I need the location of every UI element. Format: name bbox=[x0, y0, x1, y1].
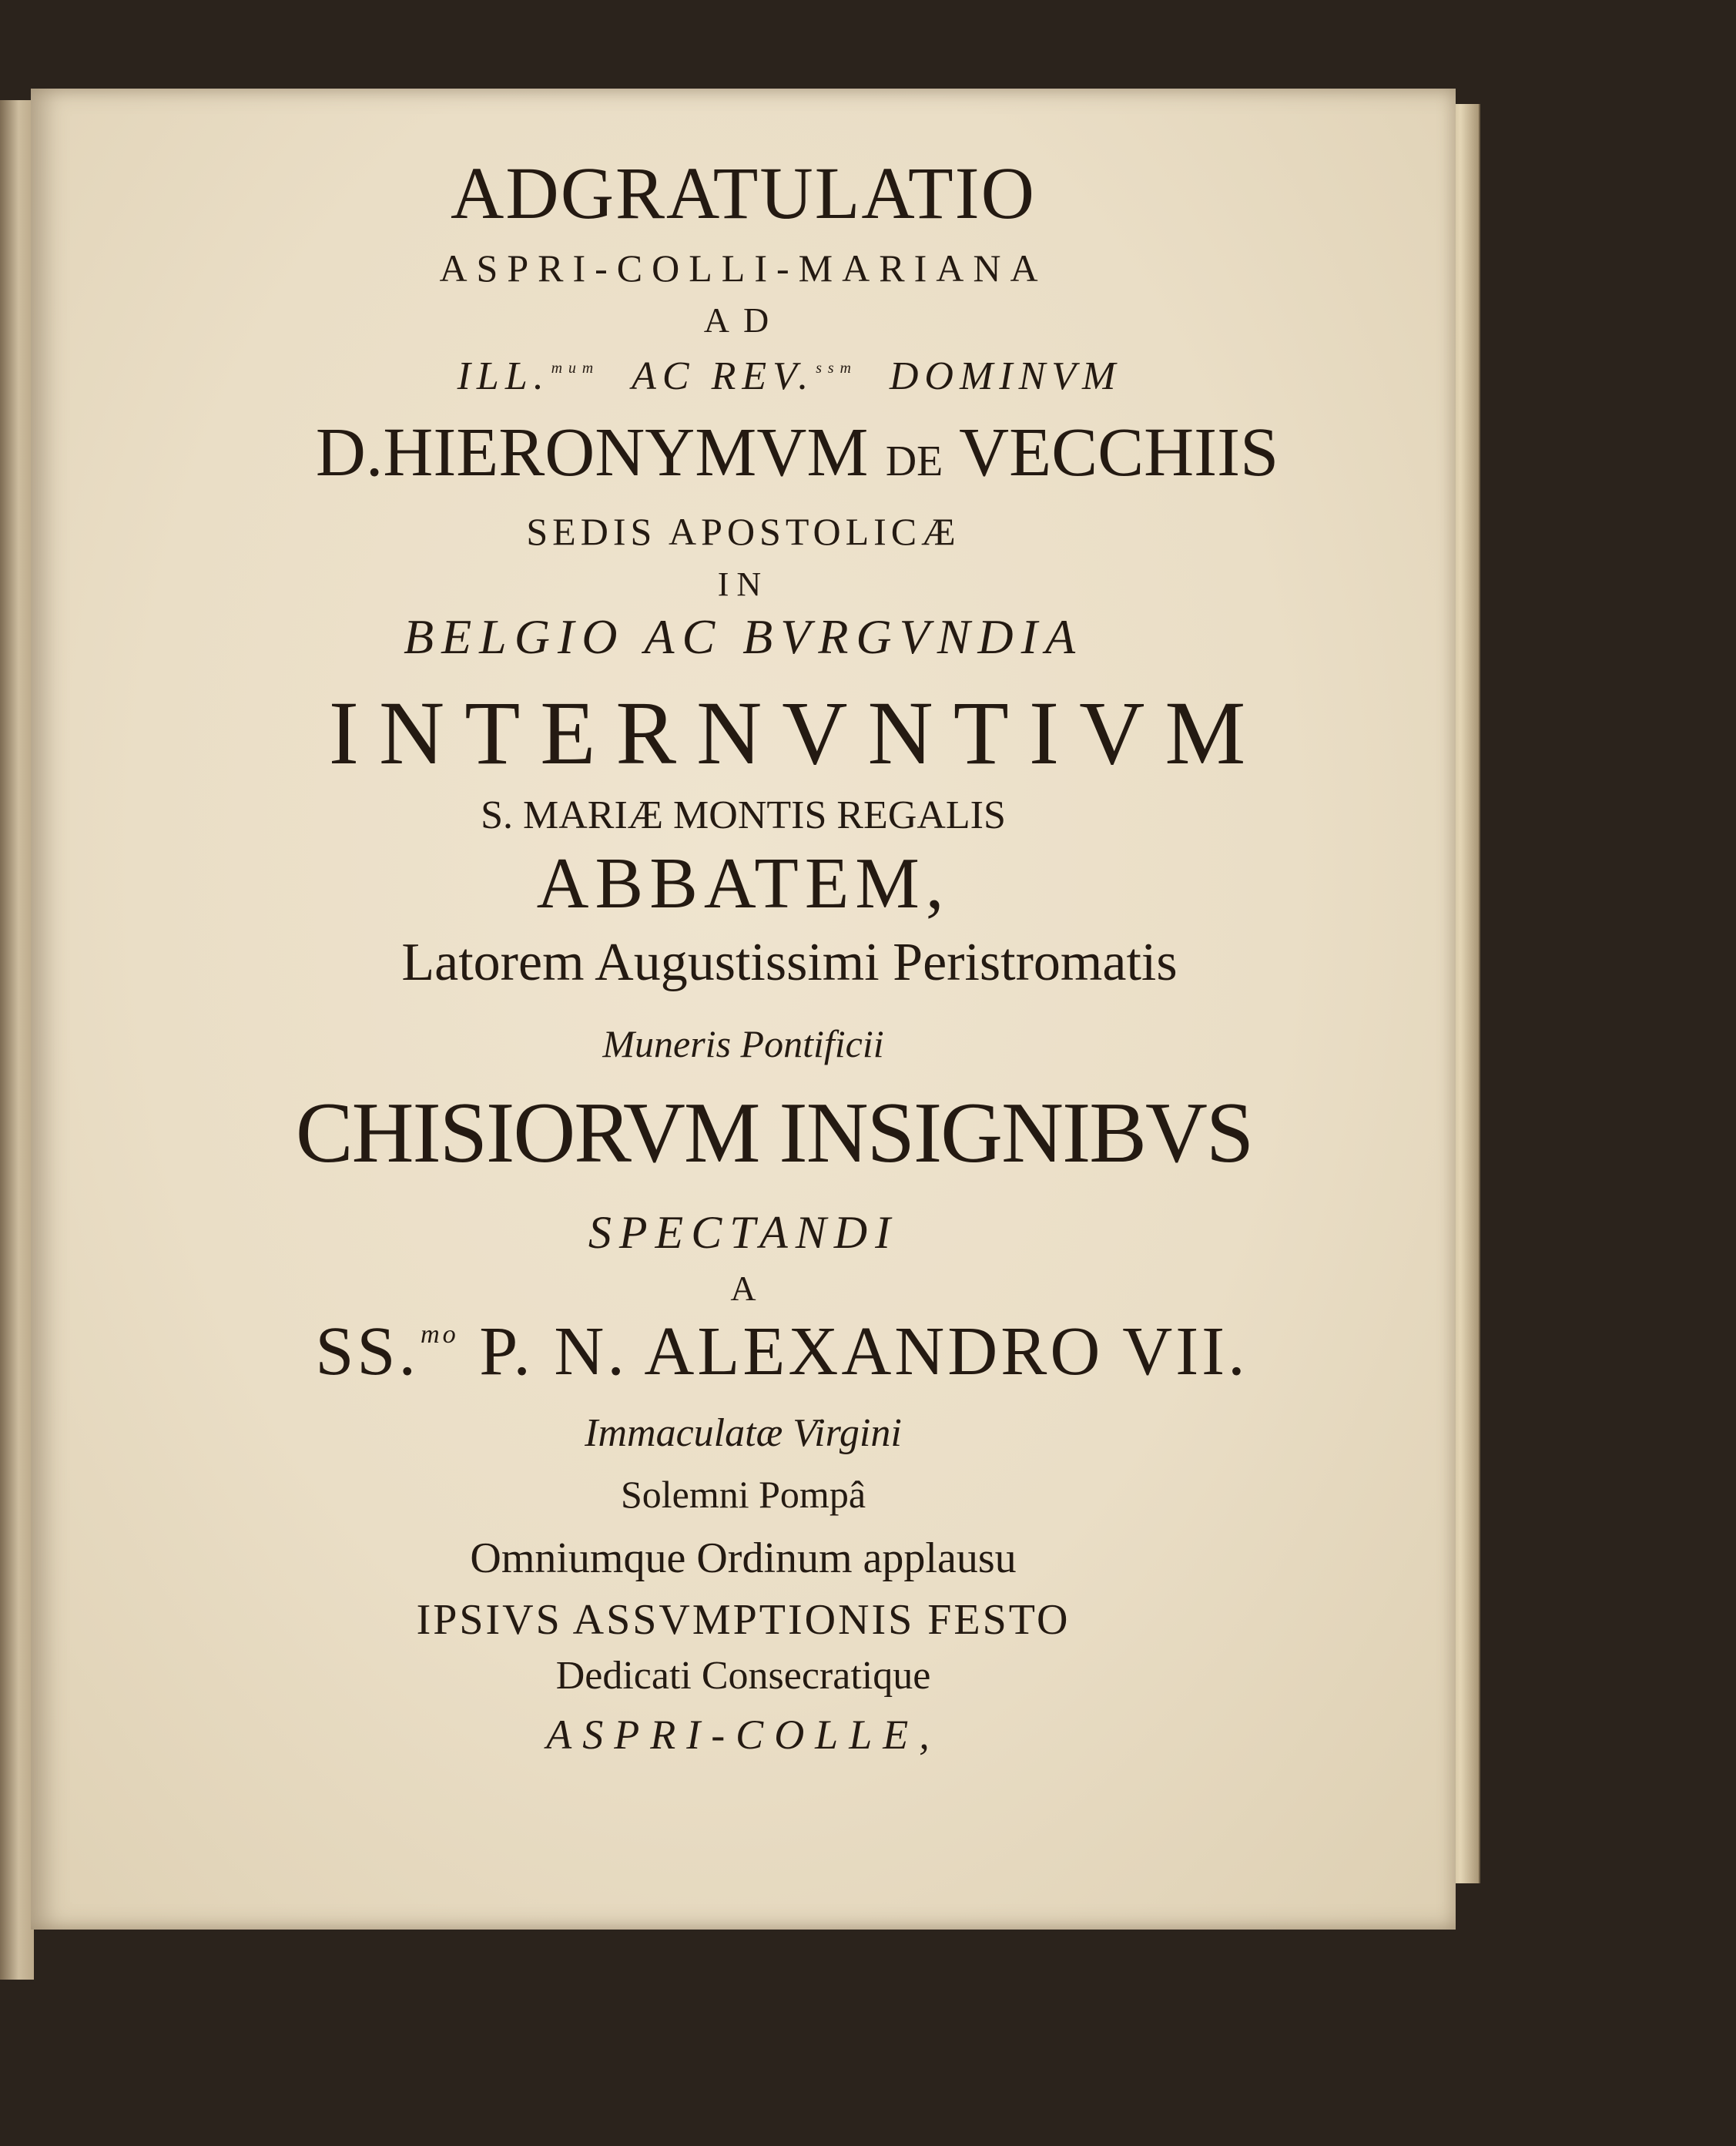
spectandi-line: SPECTANDI bbox=[588, 1207, 899, 1258]
chisiorum-line: CHISIORVM INSIGNIBVS bbox=[295, 1085, 1253, 1181]
sedis-line: SEDIS APOSTOLICÆ bbox=[526, 510, 960, 553]
left-page-edge bbox=[0, 100, 34, 1980]
pope-line bbox=[31, 1313, 1494, 1390]
internuntium-line: INTERNVNTIVM bbox=[328, 682, 1266, 783]
pope-ss-superscript: mo bbox=[420, 1320, 459, 1349]
a-line: A bbox=[730, 1269, 756, 1308]
rev-superscript: ssm bbox=[816, 360, 857, 377]
applausu-line: Omniumque Ordinum applausu bbox=[470, 1534, 1017, 1582]
festo-line: IPSIVS ASSVMPTIONIS FESTO bbox=[416, 1596, 1071, 1644]
ac-rev-text: AC REV. bbox=[632, 354, 815, 398]
dedicati-line: Dedicati Consecratique bbox=[555, 1654, 931, 1698]
ill-text: ILL. bbox=[457, 354, 550, 398]
abbey-line: S. MARIÆ MONTIS REGALIS bbox=[481, 793, 1006, 837]
title-page bbox=[31, 89, 1456, 1930]
subtitle: ASPRI-COLLI-MARIANA bbox=[439, 246, 1047, 290]
ill-superscript: mum bbox=[551, 360, 600, 377]
dominum-line bbox=[31, 354, 1502, 398]
latorem-line: Latorem Augustissimi Peristromatis bbox=[401, 933, 1178, 992]
name-last: VECCHIIS bbox=[959, 414, 1279, 491]
name-line bbox=[31, 414, 1510, 491]
virgini-line: Immaculatæ Virgini bbox=[585, 1411, 902, 1455]
abbatem-line: ABBATEM, bbox=[536, 843, 950, 924]
belgio-line: BELGIO AC BVRGVNDIA bbox=[403, 609, 1084, 664]
pope-ss: SS. bbox=[315, 1313, 419, 1390]
ad-line: AD bbox=[703, 300, 783, 340]
name-first: D.HIERONYMVM bbox=[315, 414, 869, 491]
pope-name: P. N. ALEXANDRO VII. bbox=[479, 1313, 1248, 1390]
imprint-line: ASPRI-COLLE, bbox=[546, 1712, 940, 1758]
name-de: DE bbox=[885, 438, 943, 485]
title: ADGRATULATIO bbox=[451, 152, 1036, 234]
dominum-text: DOMINVM bbox=[889, 354, 1122, 398]
pompa-line: Solemni Pompâ bbox=[620, 1473, 866, 1516]
in-line: IN bbox=[717, 565, 769, 603]
muneris-line: Muneris Pontificii bbox=[602, 1022, 884, 1065]
